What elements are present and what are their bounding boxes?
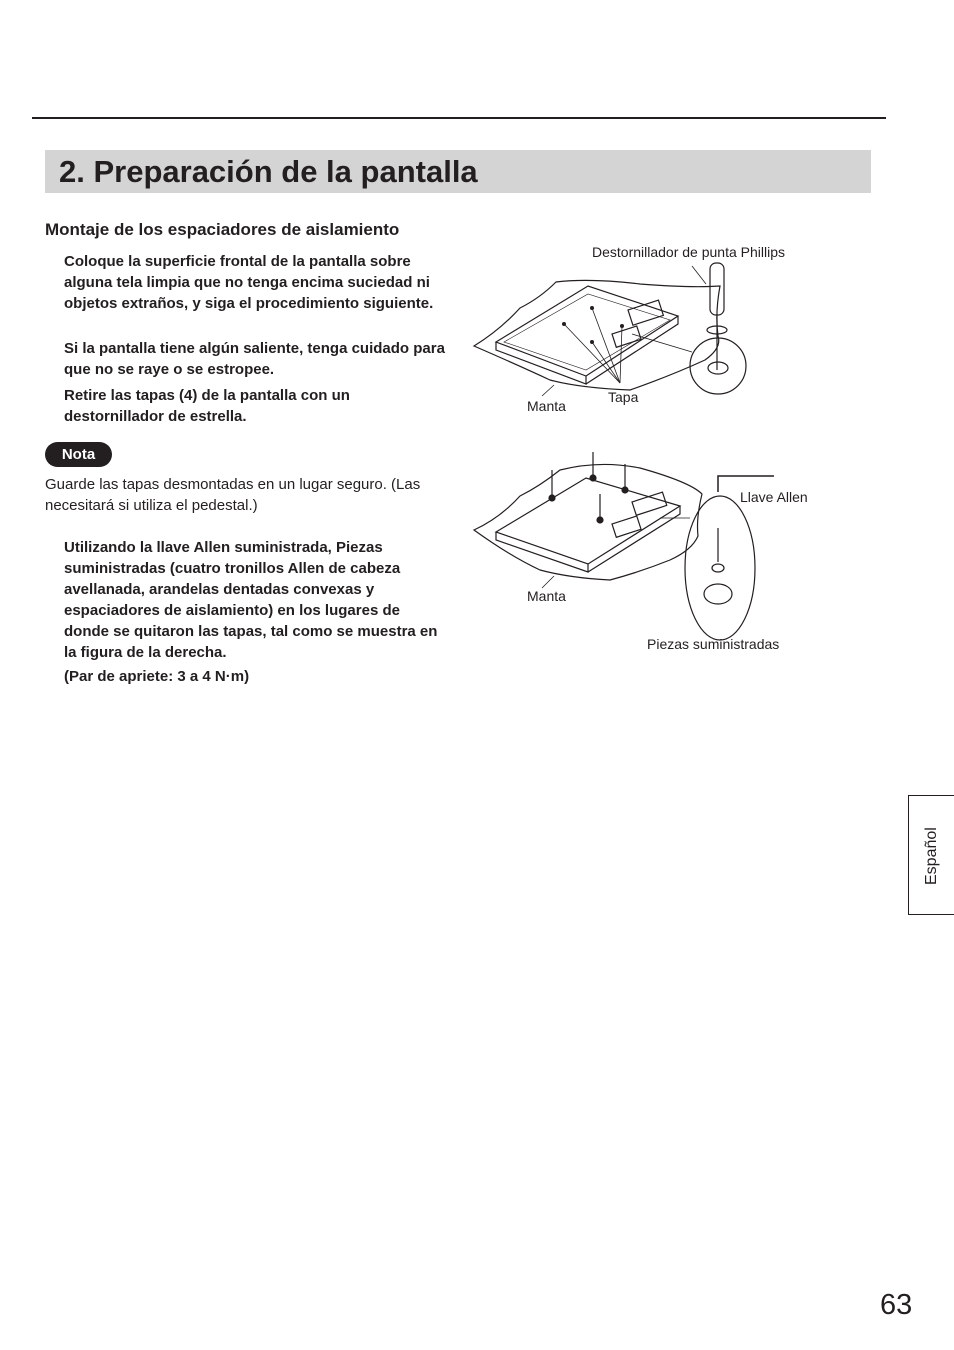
- language-tab: [908, 795, 954, 915]
- language-tab-label: Español: [923, 827, 940, 885]
- label-allen: Llave Allen: [740, 489, 808, 505]
- panel-side: [496, 342, 586, 384]
- label-manta-2: Manta: [527, 588, 566, 604]
- page-title: 2. Preparación de la pantalla: [59, 154, 478, 189]
- top-rule: [32, 117, 886, 119]
- section-subheading: Montaje de los espaciadores de aislamiento: [45, 220, 400, 239]
- nota-badge: Nota: [45, 442, 112, 467]
- detail-oval: [685, 496, 755, 640]
- figure-install-spacers: [460, 440, 820, 660]
- torque-text: (Par de apriete: 3 a 4 N·m): [64, 668, 250, 685]
- label-screwdriver: Destornillador de punta Phillips: [592, 244, 785, 260]
- label-manta-1: Manta: [527, 398, 566, 414]
- page-number: 63: [880, 1289, 913, 1321]
- label-parts: Piezas suministradas: [647, 636, 780, 652]
- step-1-text: Coloque la superficie frontal de la pantalla sobre alguna tela limpia que no tenga encima suciedad ni objetos extraños, y siga el procedimiento siguiente.: [64, 253, 434, 312]
- figure-remove-caps: [460, 238, 800, 418]
- label-tapa: Tapa: [608, 389, 639, 405]
- screwdriver-icon: [707, 263, 727, 370]
- step-install-text: Utilizando la llave Allen suministrada, Piezas suministradas (cuatro tronillos Allen de cabeza avellanada, arandelas dentadas convexas y espaciadores de aislamiento) en los lugares de donde se quitaron las tapas, tal como se muestra en la figura de la derecha.: [64, 539, 438, 661]
- step-3-text: Retire las tapas (4) de la pantalla con un destornillador de estrella.: [64, 387, 350, 425]
- step-2-text: Si la pantalla tiene algún saliente, tenga cuidado para que no se raye o se estropee.: [64, 340, 445, 378]
- note-text: Guarde las tapas desmontadas en un lugar seguro. (Las necesitará si utiliza el pedestal.): [45, 476, 421, 514]
